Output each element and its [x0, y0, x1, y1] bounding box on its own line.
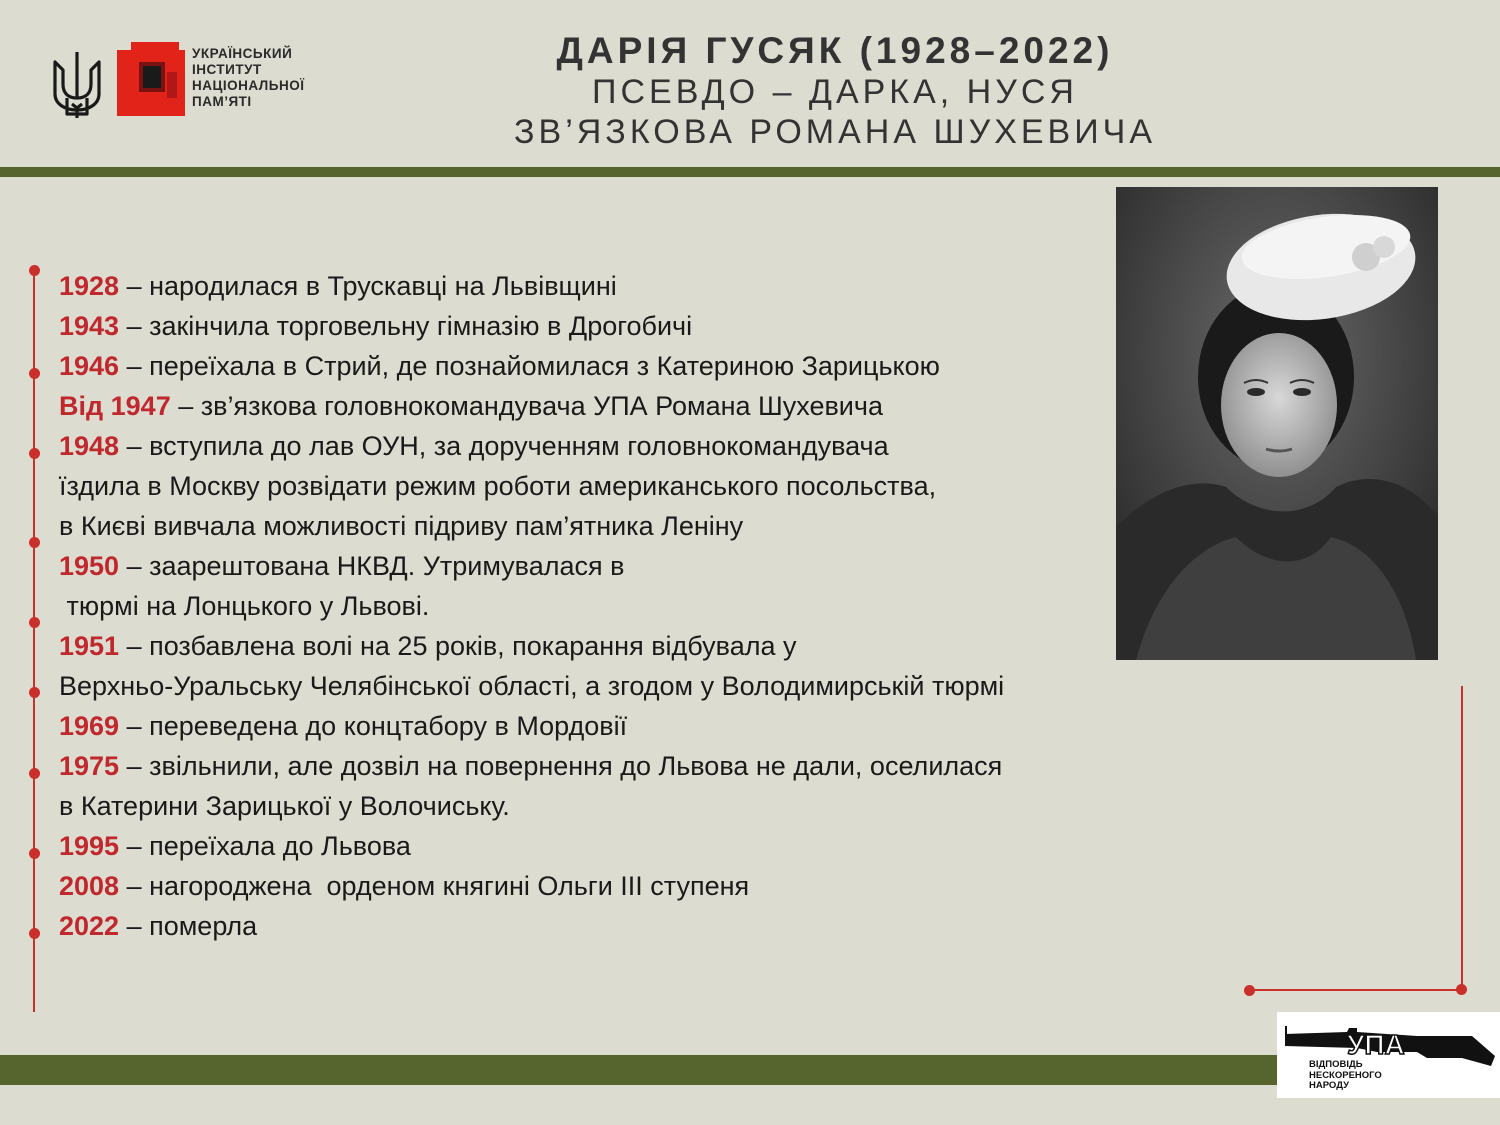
event-text: – переїхала в Стрий, де познайомилася з Катериною Зарицькою [119, 351, 940, 381]
institute-name-line: ІНСТИТУТ [192, 62, 262, 77]
trident-icon [45, 48, 109, 120]
timeline-dot [29, 687, 40, 698]
event-text: – зв’язкова головнокомандувача УПА Романа Шухевича [170, 391, 883, 421]
timeline-dot [29, 617, 40, 628]
top-divider-band [0, 167, 1500, 177]
event-text: – звільнили, але дозвіл на повернення до Львова не дали, оселилася [119, 751, 1003, 781]
event-text: – вступила до лав ОУН, за дорученням головнокомандувача [119, 431, 889, 461]
timeline-event [59, 826, 1159, 866]
page-title: ДАРІЯ ГУСЯК (1928–2022) [556, 30, 1114, 71]
timeline-dot [29, 768, 40, 779]
event-year: 1951 [59, 631, 120, 661]
upa-caption [1309, 1060, 1382, 1092]
event-year: 1928 [59, 271, 120, 301]
timeline-event-continuation [59, 466, 1159, 506]
timeline-dot [29, 928, 40, 939]
timeline-event-continuation [59, 506, 1159, 546]
event-text: – закінчила торговельну гімназію в Дрогобичі [119, 311, 693, 341]
event-year: 1975 [59, 751, 120, 781]
timeline-event [59, 426, 1159, 466]
event-text: в Києві вивчала можливості підриву пам’ятника Леніну [59, 511, 744, 541]
event-text: Верхньо-Уральську Челябінської області, а згодом у Володимирській тюрмі [59, 671, 1005, 701]
timeline-event [59, 306, 1159, 346]
timeline-event [59, 866, 1159, 906]
timeline-event-continuation [59, 586, 1159, 626]
timeline-event [59, 626, 1159, 666]
institute-name-line: ПАМ’ЯТІ [192, 94, 252, 109]
event-text: – переїхала до Львова [119, 831, 411, 861]
title-block [440, 30, 1230, 152]
frame-line-horizontal [1249, 989, 1463, 991]
event-text: – нагороджена орденом княгині Ольги ІІІ ступеня [119, 871, 750, 901]
institute-name [192, 46, 304, 110]
pseudonym-subtitle: ПСЕВДО – ДАРКА, НУСЯ [592, 73, 1078, 111]
timeline-axis [33, 270, 35, 1012]
event-text: тюрмі на Лонцького у Львові. [59, 591, 430, 621]
timeline-event [59, 906, 1159, 946]
timeline-event [59, 386, 1159, 426]
portrait-illustration [1116, 187, 1438, 660]
event-year: 2022 [59, 911, 120, 941]
event-text: – заарештована НКВД. Утримувалася в [119, 551, 625, 581]
timeline-event [59, 746, 1159, 786]
timeline-event-continuation [59, 786, 1159, 826]
institute-name-line: НАЦІОНАЛЬНОЇ [192, 78, 305, 93]
event-year: 1969 [59, 711, 120, 741]
timeline-dot [29, 448, 40, 459]
timeline-event [59, 546, 1159, 586]
role-subtitle: ЗВ’ЯЗКОВА РОМАНА ШУХЕВИЧА [513, 113, 1157, 151]
upa-badge [1277, 1012, 1500, 1098]
upa-caption-line: НЕСКОРЕНОГО [1309, 1069, 1382, 1081]
timeline-event-continuation [59, 666, 1159, 706]
event-year: 1950 [59, 551, 120, 581]
timeline-event [59, 266, 1159, 306]
institute-logo [45, 40, 345, 125]
event-year: 1948 [59, 431, 120, 461]
event-text: їздила в Москву розвідати режим роботи американського посольства, [59, 471, 937, 501]
timeline-dot [29, 537, 40, 548]
event-text: в Катерини Зарицької у Волочиську. [59, 791, 510, 821]
upa-caption-line: НАРОДУ [1309, 1080, 1349, 1091]
timeline-dot [29, 848, 40, 859]
event-text: – народилася в Трускавці на Львівщині [119, 271, 617, 301]
event-text: – померла [119, 911, 258, 941]
timeline-event [59, 706, 1159, 746]
timeline-dot [29, 265, 40, 276]
event-year: Від 1947 [59, 391, 171, 421]
frame-line-vertical [1461, 686, 1463, 990]
timeline-events [59, 266, 1159, 946]
frame-endpoint-dot [1244, 985, 1255, 996]
frame-endpoint-dot [1456, 984, 1467, 995]
bottom-divider-band [0, 1055, 1500, 1085]
event-text: – позбавлена волі на 25 років, покарання відбувала у [119, 631, 797, 661]
event-year: 1946 [59, 351, 120, 381]
event-text: – переведена до концтабору в Мордовії [119, 711, 628, 741]
portrait-photo [1116, 187, 1438, 660]
institute-name-line: УКРАЇНСЬКИЙ [192, 46, 293, 61]
timeline-dot [29, 368, 40, 379]
upa-logo-text: УПА [1347, 1029, 1405, 1060]
event-year: 2008 [59, 871, 120, 901]
upa-caption-line: ВІДПОВІДЬ [1309, 1059, 1363, 1070]
event-year: 1995 [59, 831, 120, 861]
timeline-event [59, 346, 1159, 386]
event-year: 1943 [59, 311, 120, 341]
